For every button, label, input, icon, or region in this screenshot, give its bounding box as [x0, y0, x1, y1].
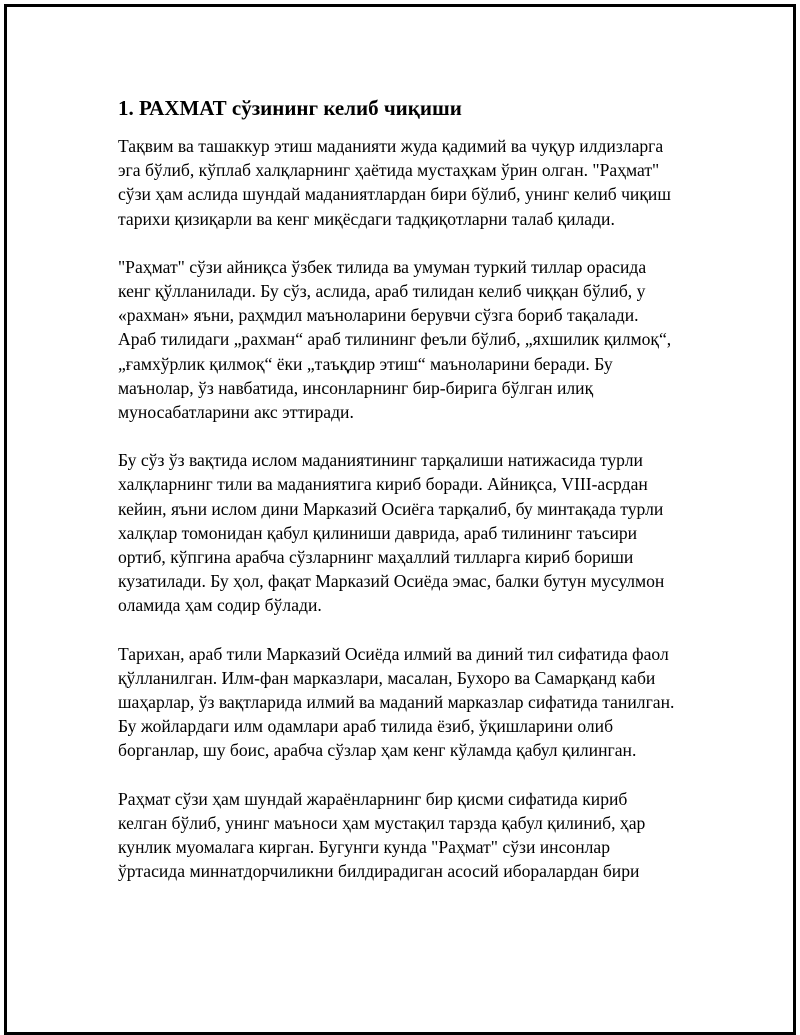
paragraph-1: Тақвим ва ташаккур этиш маданияти жуда қадимий ва чуқур илдизларга эга бўлиб, кўплаб халқларнинг ҳаётида мустаҳкам ўрин олган. "Раҳмат" сўзи ҳам аслида шундай маданиятлардан бири бўлиб, унинг келиб чиқиш тарихи қизиқарли ва кенг миқёсдаги тадқиқотларни талаб қилади.	[118, 136, 671, 229]
paragraph-2: "Раҳмат" сўзи айниқса ўзбек тилида ва умуман туркий тиллар орасида кенг қўлланилади. Бу сўз, аслида, араб тилидан келиб чиққан бўлиб, у «рахман» яъни, раҳмдил маъноларини берувчи сўзга бориб тақалади. Араб тилидаги „рахман“ араб тилининг феъли бўлиб, „яхшилик қилмоқ“, „ғамхўрлик қилмоқ“ ёки „таъқдир этиш“ маъноларини беради. Бу маънолар, ўз навбатида, инсонларнинг бир-бирига бўлган илиқ муносабатларини акс эттиради.	[118, 256, 672, 423]
paragraph-5: Раҳмат сўзи ҳам шундай жараёнларнинг бир қисми сифатида кириб келган бўлиб, унинг маъноси ҳам мустақил тарзда қабул қилиниб, ҳар кунлик муомалага кирган. Бугунги кунда "Раҳмат" сўзи инсонлар ўртасида миннатдорчиликни билдирадиган асосий иборалардан бири	[118, 788, 646, 882]
paragraph-4: Тарихан, араб тили Марказий Осиёда илмий ва диний тил сифатида фаол қўлланилган. Илм-фан марказлари, масалан, Бухоро ва Самарқанд каби шаҳарлар, ўз вақтларида илмий ва маданий марказлар сифатида танилган. Бу жойлардаги илм одамлари араб тилида ёзиб, ўқишларини олиб борганлар, шу боис, арабча сўзлар ҳам кенг кўламда қабул қилинган.	[118, 643, 675, 761]
section-heading: 1. РАХМАТ сўзининг келиб чиқиши	[118, 96, 462, 120]
document-body	[118, 96, 678, 907]
paragraph-3: Бу сўз ўз вақтида ислом маданиятининг тарқалиши натижасида турли халқларнинг тили ва маданиятига кириб боради. Айниқса, VIII-асрдан кейин, яъни ислом дини Марказий Осиёга тарқалиб, бу минтақада турли халқлар томонидан қабул қилиниши даврида, араб тилининг таъсири ортиб, кўпгина арабча сўзларнинг маҳаллий тилларга кириб бориши кузатилади. Бу ҳол, фақат Марказий Осиёда эмас, балки бутун мусулмон оламида ҳам содир бўлади.	[118, 450, 665, 616]
